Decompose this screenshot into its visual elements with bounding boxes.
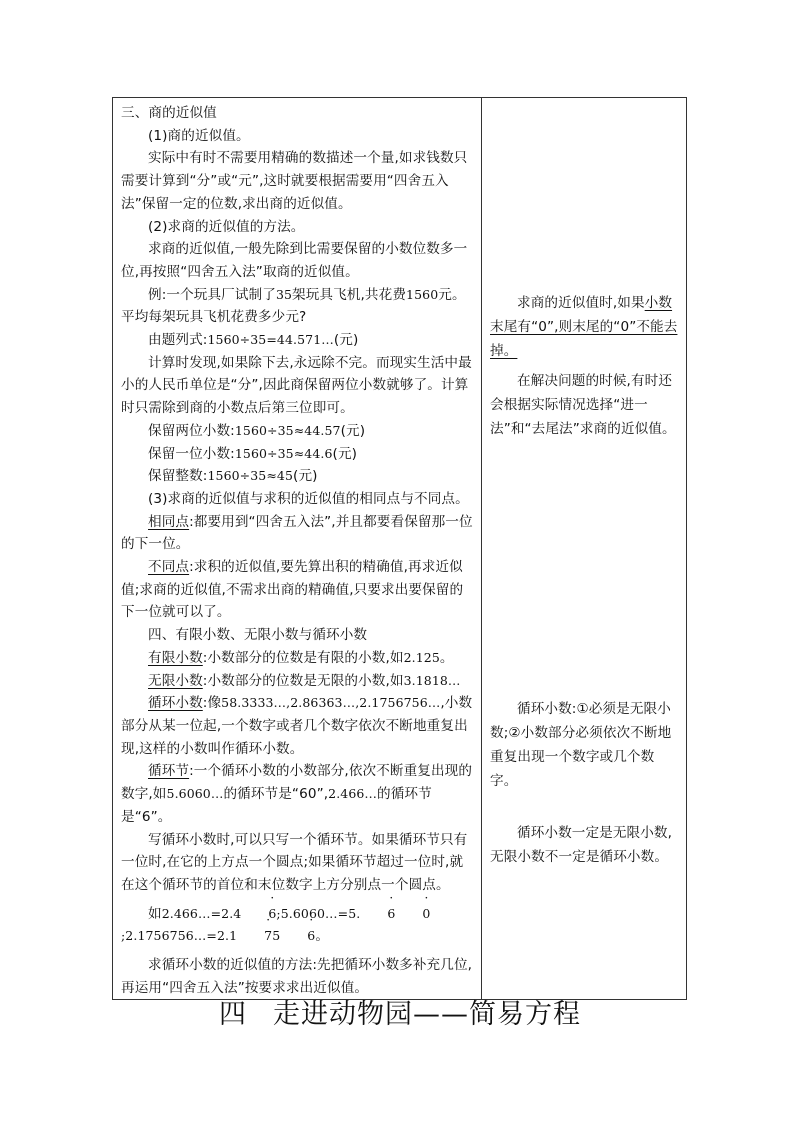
chapter-heading	[0, 992, 800, 1031]
item-2-title: (2)求商的近似值的方法。	[148, 218, 305, 235]
recurring-decimal-term: 循环小数	[148, 695, 203, 712]
keep-two-decimals: 保留两位小数:1560÷35≈44.57(元)	[148, 422, 366, 439]
tip-zero-not-removed: 求商的近似值时,如果小数末尾有“0”,则末尾的“0”不能去掉。	[490, 295, 678, 359]
formula-line: 由题列式:1560÷35=44.571…(元)	[148, 332, 359, 349]
section-4-title: 四、有限小数、无限小数与循环小数	[148, 627, 368, 644]
finite-decimal-def: 有限小数:小数部分的位数是有限的小数,如2.125。	[148, 649, 454, 666]
item-1-title: (1)商的近似值。	[148, 127, 250, 144]
notes-table	[112, 97, 687, 1000]
cycle-term: 循环节	[148, 763, 190, 780]
notation-example: 如2.466…=2.4· 6;5.6060…=5.· 6· 0;2.1756756…=2.1· 75· 6。	[121, 903, 475, 948]
example-problem: 例:一个玩具厂试制了35架玩具飞机,共花费1560元。平均每架玩具飞机花费多少元?	[121, 286, 466, 326]
cycle-def: 循环节:一个循环小数的小数部分,依次不断重复出现的数字,如5.6060…的循环节是“60”,2.466…的循环节是“6”。	[121, 763, 473, 825]
calc-note: 计算时发现,如果除下去,永远除不完。而现实生活中最小的人民币单位是“分”,因此商保留两位小数就够了。计算时只需除到商的小数点后第三位即可。	[121, 354, 472, 417]
infinite-decimal-term: 无限小数	[148, 672, 203, 689]
approx-method: 求循环小数的近似值的方法:先把循环小数多补充几位,再运用“四舍五入法”按要求求出近似值。	[121, 957, 473, 996]
keep-integer: 保留整数:1560÷35≈45(元)	[148, 468, 318, 485]
infinite-decimal-def: 无限小数:小数部分的位数是无限的小数,如3.1818…	[148, 672, 461, 689]
same-points-term: 相同点	[148, 513, 190, 530]
main-notes-column	[113, 98, 482, 1000]
chapter-title: 走进动物园——简易方程	[273, 999, 581, 1030]
tip-recurring-conditions: 循环小数:①必须是无限小数;②小数部分必须依次不断地重复出现一个数字或几个数字。	[490, 701, 672, 789]
diff-points: 不同点:求积的近似值,要先算出积的精确值,再求近似值;求商的近似值,不需求出商的精确值,只要求出要保留的下一位就可以了。	[121, 559, 464, 621]
keep-one-decimal: 保留一位小数:1560÷35≈44.6(元)	[148, 445, 358, 462]
item-1-body: 实际中有时不需要用精确的数描述一个量,如求钱数只需要计算到“分”或“元”,这时就要根据需要用“四舍五入法”保留一定的位数,求出商的近似值。	[121, 150, 468, 212]
chapter-number: 四	[219, 999, 247, 1030]
item-2-body: 求商的近似值,一般先除到比需要保留的小数位数多一位,再按照“四舍五入法”取商的近似值。	[121, 241, 468, 280]
recurring-decimal-def: 循环小数:像58.3333…,2.86363…,2.1756756…,小数部分从某一位起,一个数字或者几个数字依次不断地重复出现,这样的小数叫作循环小数。	[121, 695, 473, 757]
tip-recurring-vs-infinite: 循环小数一定是无限小数,无限小数不一定是循环小数。	[490, 825, 673, 865]
tips-column	[482, 98, 687, 1000]
finite-decimal-term: 有限小数	[148, 649, 203, 666]
same-points: 相同点:都要用到“四舍五入法”,并且都要看保留那一位的下一位。	[121, 513, 473, 553]
tip-round-up-down: 在解决问题的时候,有时还会根据实际情况选择“进一法”和“去尾法”求商的近似值。	[490, 373, 676, 437]
diff-points-term: 不同点	[148, 559, 190, 576]
notation-rule: 写循环小数时,可以只写一个循环节。如果循环节只有一位时,在它的上方点一个圆点;如果循环节超过一位时,就在这个循环节的首位和末位数字上方分别点一个圆点。	[121, 831, 468, 893]
item-3-title: (3)求商的近似值与求积的近似值的相同点与不同点。	[148, 490, 469, 507]
section-3-title: 三、商的近似值	[121, 105, 217, 121]
